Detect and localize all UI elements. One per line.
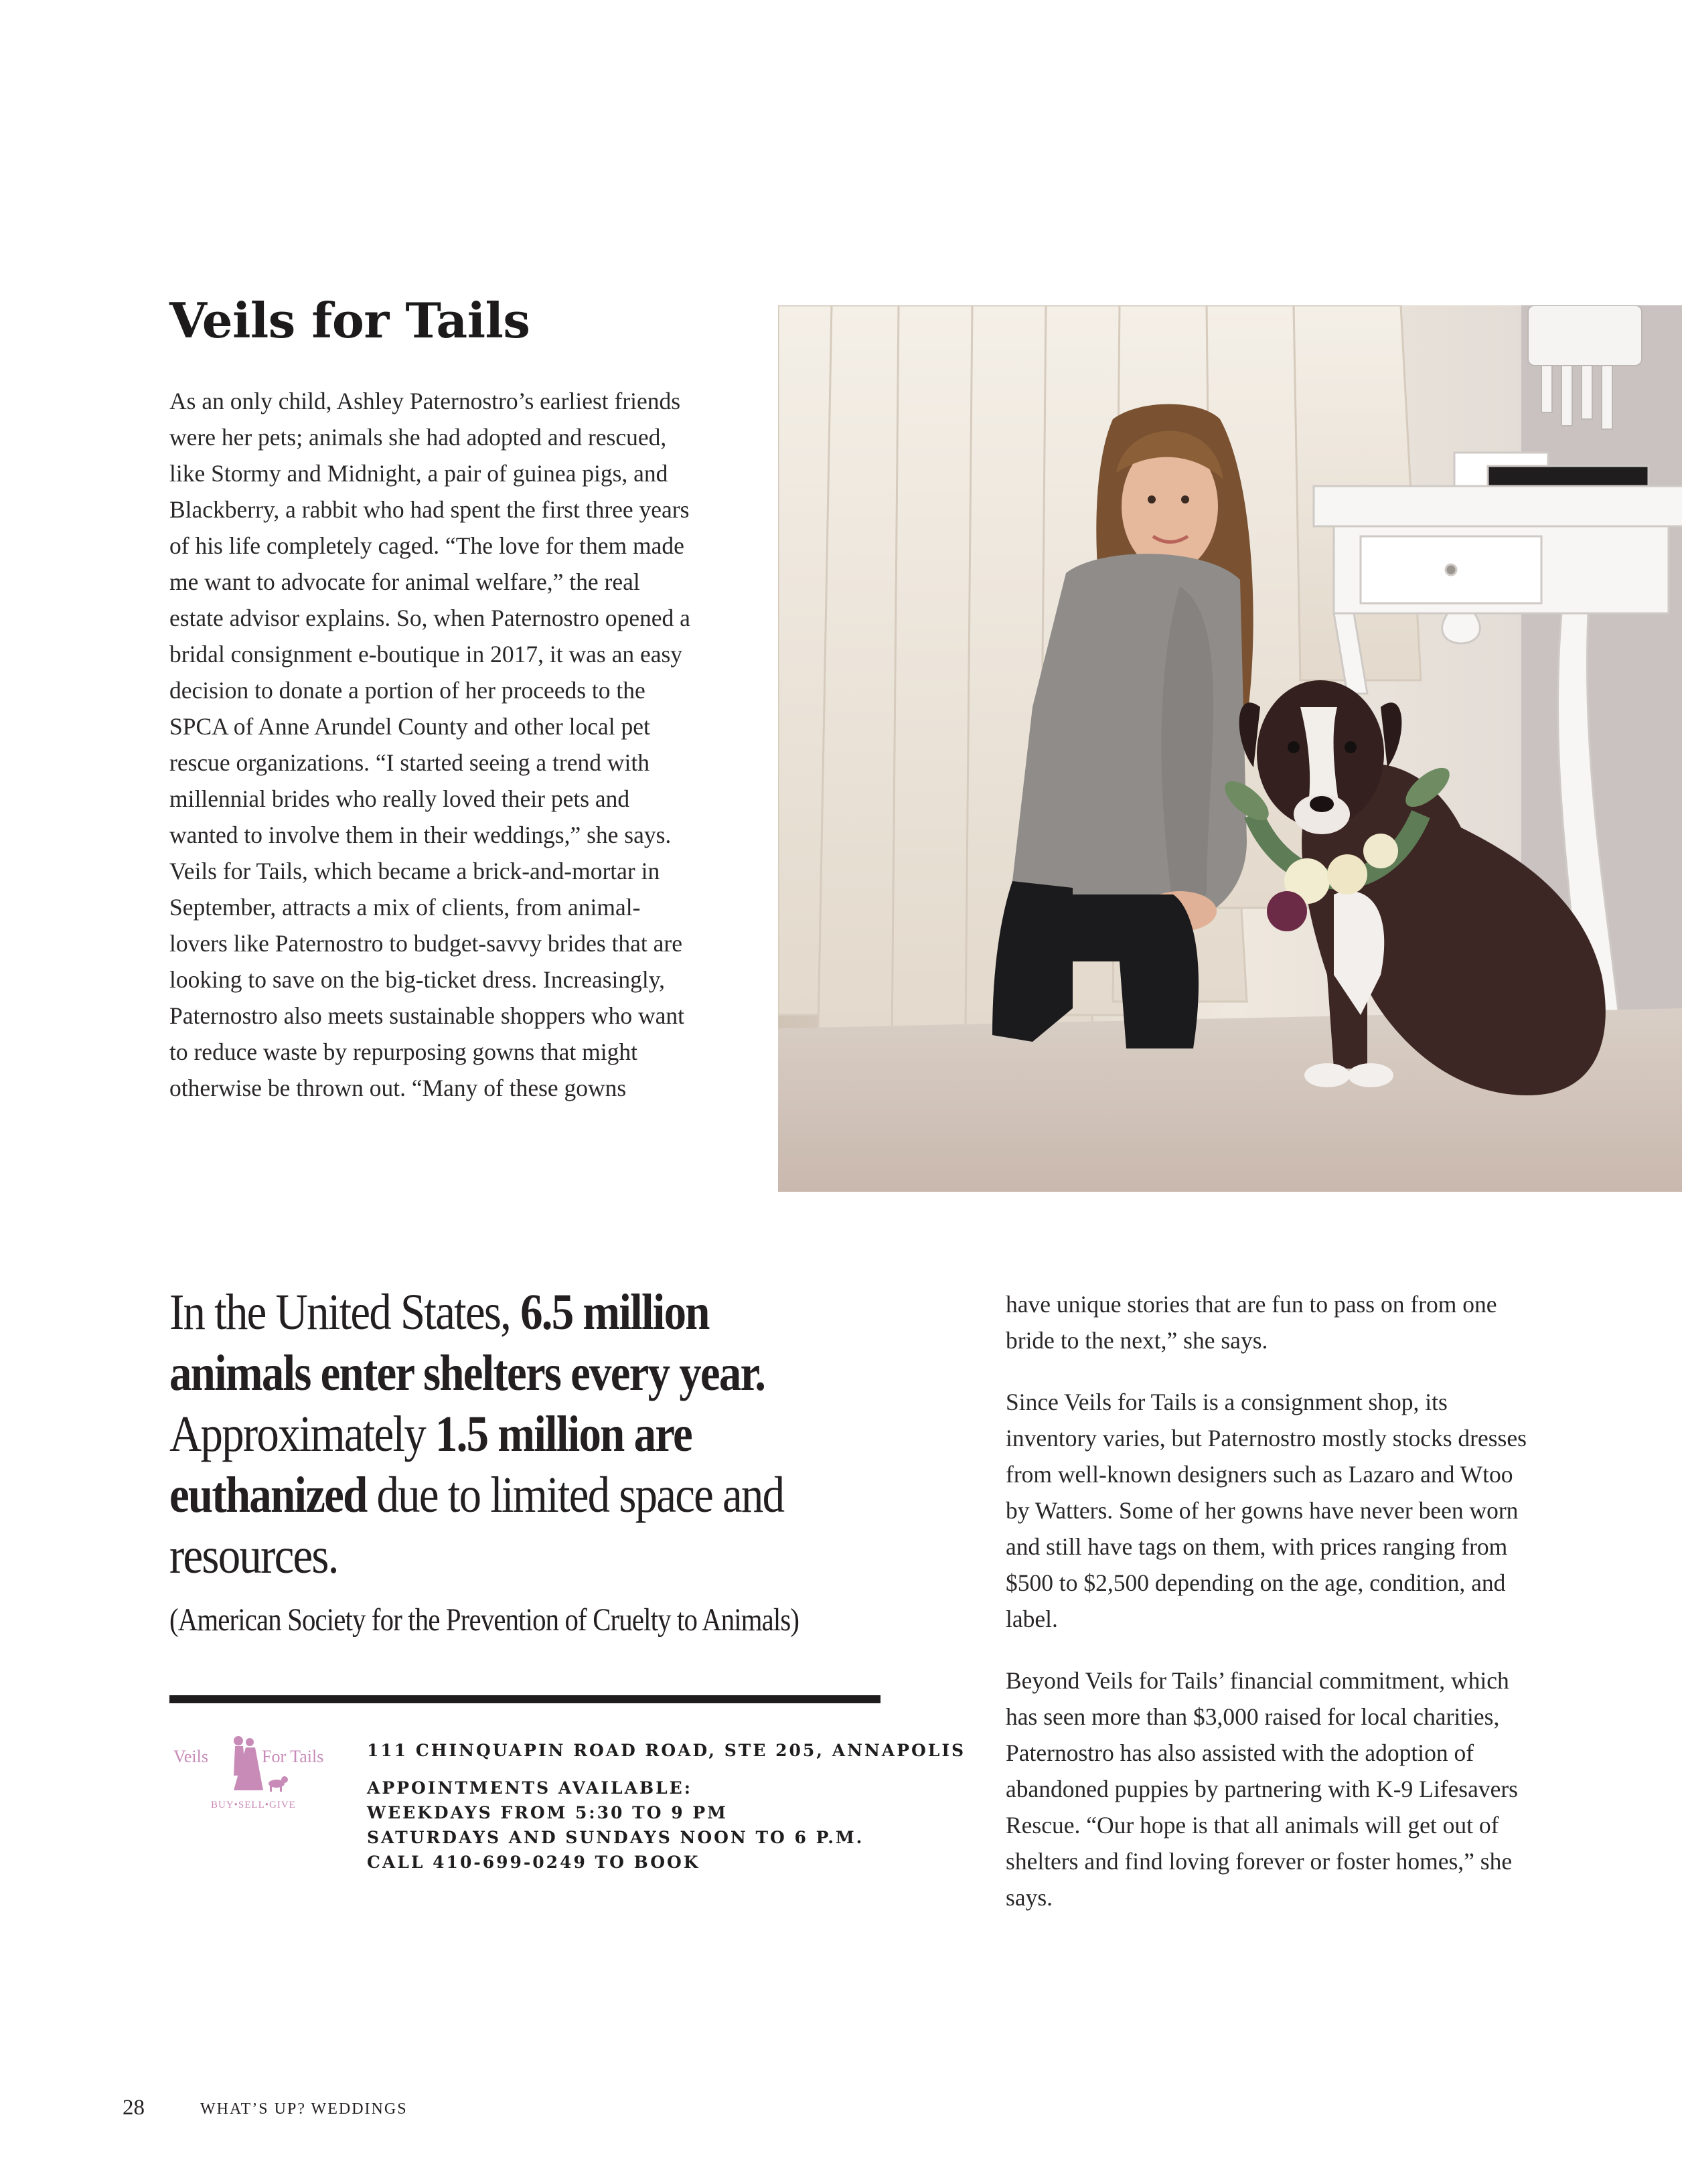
article-photo	[778, 305, 1682, 1192]
article-title: Veils for Tails	[169, 292, 530, 349]
dog-icon	[269, 1776, 288, 1792]
divider-rule	[169, 1695, 881, 1703]
pull-quote-source: (American Society for the Prevention of Cruelty to Animals)	[169, 1602, 799, 1638]
bride-groom-icon	[234, 1736, 263, 1790]
hours-line: SATURDAYS AND SUNDAYS NOON TO 6 P.M.	[367, 1828, 864, 1847]
logo-word-left: Veils	[173, 1747, 208, 1766]
business-hours	[367, 1776, 864, 1875]
page-number: 28	[123, 2096, 145, 2120]
publication-name: WHAT’S UP? WEDDINGS	[200, 2100, 408, 2118]
veils-for-tails-logo	[169, 1729, 350, 1816]
hours-line: WEEKDAYS FROM 5:30 TO 9 PM	[367, 1803, 728, 1822]
article-paragraph: Since Veils for Tails is a consignment shop, its inventory varies, but Paternostro mostly stocks dresses from well-known designers such as Lazaro and Wtoo by Watters. Some of her gowns have never been worn and still have tags on them, with prices ranging from $500 to $2,500 depending on the age, condition, and label.	[1006, 1389, 1527, 1632]
article-paragraph: have unique stories that are fun to pass on from one bride to the next,” she says.	[1006, 1291, 1497, 1354]
hours-line: APPOINTMENTS AVAILABLE:	[367, 1778, 692, 1798]
pull-quote-text-1: In the United States,	[169, 1284, 521, 1340]
hours-line: CALL 410-699-0249 TO BOOK	[367, 1853, 700, 1872]
article-continued	[1006, 1286, 1541, 1941]
pull-quote-highlight-2: 1.5 million are euthanized	[169, 1406, 692, 1523]
logo-word-right: For Tails	[262, 1747, 324, 1766]
logo-tagline: BUY•SELL•GIVE	[211, 1800, 296, 1810]
business-address: 111 CHINQUAPIN ROAD ROAD, STE 205, ANNAPOLIS	[367, 1741, 966, 1760]
article-intro: As an only child, Ashley Paternostro’s earliest friends were her pets; animals she had adopted and rescued, like Stormy and Midnight, a pair of guinea pigs, and Blackberry, a rabbit who had spent the first three years of his life completely caged. “The love for them made me want to advocate for animal welfare,” the real estate advisor explains. So, when Paternostro opened a bridal consignment e-boutique in 2017, it was an easy decision to donate a portion of her proceeds to the SPCA of Anne Arundel County and other local pet rescue organizations. “I started seeing a trend with millennial brides who really loved their pets and wanted to involve them in their weddings,” she says. Veils for Tails, which became a brick-and-mortar in September, attracts a mix of clients, from animal-lovers like Paternostro to budget-savvy brides that are looking to save on the big-ticket dress. Increasingly, Paternostro also meets sustainable shoppers who want to reduce waste by repurposing gowns that might otherwise be thrown out. “Many of these gowns	[169, 388, 690, 1101]
pull-quote-text-3: due to limited space and resources.	[169, 1467, 784, 1584]
pull-quote-text-2: Approximately	[169, 1406, 435, 1462]
pull-quote	[169, 1282, 806, 1587]
pull-quote-highlight-1: 6.5 million animals enter shelters every year.	[169, 1284, 765, 1401]
article-paragraph: Beyond Veils for Tails’ financial commitment, which has seen more than $3,000 raised for local charities, Paternostro has also assisted with the adoption of abandoned puppies by partnering with K-9 Lifesavers Rescue. “Our hope is that all animals will get out of shelters and find loving forever or foster homes,” she says.	[1006, 1667, 1519, 1911]
